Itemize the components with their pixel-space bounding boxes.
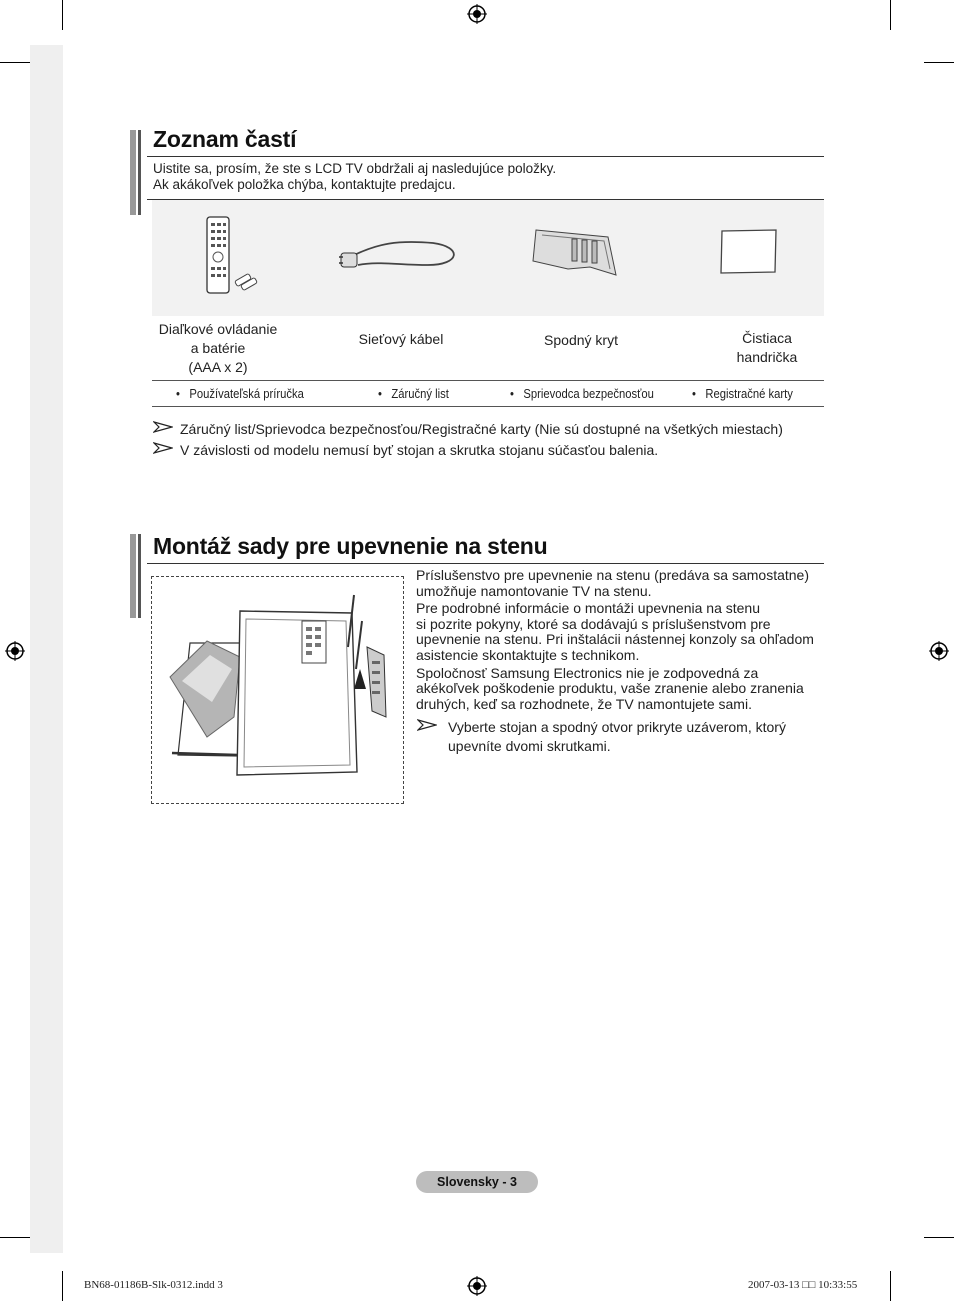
- tv-wall-mount-icon: [152, 577, 403, 803]
- part-label-power-cord: Sieťový kábel: [358, 331, 444, 347]
- remote-control-icon: [205, 215, 260, 295]
- section-marker-bar: [130, 130, 141, 215]
- list-item: • Registračné karty: [692, 387, 793, 401]
- part-label-remote: Diaľkové ovládanie a batérie (AAA x 2): [158, 321, 278, 375]
- bottom-cover-icon: [528, 225, 620, 280]
- crop-mark: [924, 1237, 954, 1238]
- registration-mark-icon: [929, 641, 949, 661]
- section-title-wall-mount: Montáž sady pre upevnenie na stenu: [153, 533, 548, 559]
- note-arrow-icon: [417, 719, 437, 731]
- power-cord-icon: [338, 235, 463, 280]
- section-marker-bar: [130, 534, 141, 618]
- list-item: • Sprievodca bezpečnosťou: [510, 387, 654, 401]
- documents-list: [152, 380, 824, 407]
- wall-mount-description: Príslušenstvo pre upevnenie na stenu (predáva sa samostatne) umožňuje namontovanie TV na stenu. Pre podrobné informácie o montáži upevnenia na stenu si pozrite pokyny, ktoré sa dodávajú s príslušenstvom pre upevnenie na stenu. Pri inštalácii nástennej konzoly sa ohľadom asistencie skontaktujte s technikom. Spoločnosť Samsung Electronics nie je zodpovedná za akékoľvek poškodenie produktu, vaše zranenie alebo zranenia druhých, keď sa rozhodnete, že TV namontujete sami.: [416, 567, 814, 712]
- intro-text: Uistite sa, prosím, že ste s LCD TV obdržali aj nasledujúce položky. Ak akákoľvek položka chýba, kontaktujte predajcu.: [153, 161, 557, 192]
- list-item: • Používateľská príručka: [176, 387, 304, 401]
- note-arrow-icon: [153, 442, 173, 454]
- crop-mark: [890, 0, 891, 30]
- list-item: • Záručný list: [378, 387, 449, 401]
- file-slug: BN68-01186B-Slk-0312.indd 3: [84, 1279, 223, 1291]
- part-label-cloth: Čistiaca handrička: [736, 330, 798, 365]
- cleaning-cloth-icon: [718, 228, 780, 276]
- crop-mark: [62, 0, 63, 30]
- date-slug: 2007-03-13 □□ 10:33:55: [748, 1279, 858, 1291]
- crop-mark: [0, 62, 30, 63]
- title-rule: [147, 563, 824, 564]
- crop-mark: [890, 1271, 891, 1301]
- registration-mark-icon: [467, 1276, 487, 1296]
- page-side-strip: [30, 45, 63, 1253]
- registration-mark-icon: [5, 641, 25, 661]
- crop-mark: [0, 1237, 30, 1238]
- crop-mark: [62, 1271, 63, 1301]
- registration-mark-icon: [467, 4, 487, 24]
- part-label-bottom-cover: Spodný kryt: [544, 332, 618, 348]
- note-text: Záručný list/Sprievodca bezpečnosťou/Registračné karty (Nie sú dostupné na všetkých miestach): [180, 421, 783, 437]
- crop-mark: [924, 62, 954, 63]
- wall-mount-note: Vyberte stojan a spodný otvor prikryte uzáverom, ktorý upevníte dvomi skrutkami.: [448, 719, 786, 754]
- title-rule: [147, 156, 824, 157]
- wall-mount-illustration: [151, 576, 404, 804]
- section-title-parts: Zoznam častí: [153, 126, 297, 152]
- page-number-badge: Slovensky - 3: [416, 1171, 538, 1193]
- note-arrow-icon: [153, 421, 173, 433]
- note-text: V závislosti od modelu nemusí byť stojan a skrutka stojanu súčasťou balenia.: [180, 442, 659, 458]
